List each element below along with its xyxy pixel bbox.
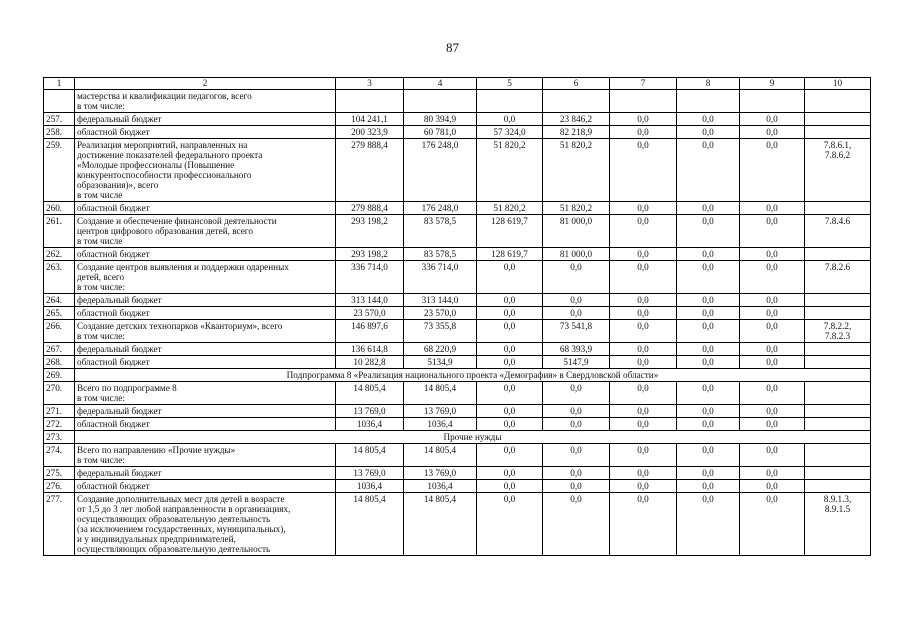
row-number: 266. xyxy=(44,320,75,343)
amount-cell: 0,0 xyxy=(543,382,610,405)
amount-cell: 0,0 xyxy=(610,261,677,294)
amount-cell: 0,0 xyxy=(740,202,805,215)
amount-cell: 5147,9 xyxy=(543,356,610,369)
page-number: 87 xyxy=(446,40,459,55)
amount-cell: 0,0 xyxy=(610,493,677,556)
amount-cell: 0,0 xyxy=(677,294,740,307)
amount-cell: 0,0 xyxy=(677,405,740,418)
amount-cell: 0,0 xyxy=(477,356,543,369)
section-heading: Прочие нужды xyxy=(75,431,871,444)
amount-cell: 0,0 xyxy=(477,343,543,356)
target-indicator-cell xyxy=(805,444,871,467)
row-number: 267. xyxy=(44,343,75,356)
amount-cell: 0,0 xyxy=(543,444,610,467)
amount-cell: 128 619,7 xyxy=(477,248,543,261)
amount-cell: 0,0 xyxy=(740,343,805,356)
description-line: «Молодые профессионалы (Повышение xyxy=(77,160,235,170)
target-indicator-cell xyxy=(805,215,871,248)
description-line: областной бюджет xyxy=(77,481,150,491)
amount-cell: 0,0 xyxy=(740,113,805,126)
amount-cell: 293 198,2 xyxy=(336,215,404,248)
description-line: в том числе xyxy=(77,236,123,246)
row-description xyxy=(75,261,336,294)
table-row xyxy=(44,356,871,369)
section-heading: Подпрограмма 8 «Реализация национального проекта «Демография» в Свердловской области» xyxy=(75,369,871,382)
row-number: 260. xyxy=(44,202,75,215)
amount-cell xyxy=(477,90,543,113)
description-line: Создание и обеспечение финансовой деятельности xyxy=(77,216,277,226)
row-description xyxy=(75,90,336,113)
amount-cell: 279 888,4 xyxy=(336,139,404,202)
row-description xyxy=(75,202,336,215)
amount-cell: 0,0 xyxy=(677,343,740,356)
amount-cell: 0,0 xyxy=(677,320,740,343)
row-number: 259. xyxy=(44,139,75,202)
amount-cell: 0,0 xyxy=(740,126,805,139)
description-line: и у индивидуальных предпринимателей, xyxy=(77,534,236,544)
target-indicator: 8.9.1.3, xyxy=(823,494,852,504)
table-row xyxy=(44,261,871,294)
amount-cell: 0,0 xyxy=(740,248,805,261)
amount-cell: 0,0 xyxy=(477,113,543,126)
description-line: в том числе: xyxy=(77,101,125,111)
target-indicator: 7.8.2.3 xyxy=(824,331,851,341)
amount-cell: 0,0 xyxy=(610,139,677,202)
description-line: Всего по направлению «Прочие нужды» xyxy=(77,445,236,455)
amount-cell: 0,0 xyxy=(543,405,610,418)
row-number: 276. xyxy=(44,480,75,493)
amount-cell: 0,0 xyxy=(677,202,740,215)
table-row xyxy=(44,431,871,444)
amount-cell: 0,0 xyxy=(477,444,543,467)
budget-table xyxy=(43,77,871,556)
target-indicator-cell xyxy=(805,126,871,139)
amount-cell xyxy=(610,90,677,113)
table-row xyxy=(44,202,871,215)
table-body xyxy=(44,90,871,556)
amount-cell: 10 282,8 xyxy=(336,356,404,369)
amount-cell: 0,0 xyxy=(610,382,677,405)
target-indicator: 7.8.6.2 xyxy=(824,150,851,160)
amount-cell: 0,0 xyxy=(610,356,677,369)
description-line: Реализация мероприятий, направленных на xyxy=(77,140,248,150)
amount-cell: 0,0 xyxy=(677,126,740,139)
description-line: в том числе: xyxy=(77,455,125,465)
description-line: в том числе: xyxy=(77,393,125,403)
row-number: 268. xyxy=(44,356,75,369)
amount-cell: 1036,4 xyxy=(404,480,477,493)
amount-cell xyxy=(677,90,740,113)
row-number: 274. xyxy=(44,444,75,467)
amount-cell: 51 820,2 xyxy=(477,139,543,202)
description-line: образования)», всего xyxy=(77,180,159,190)
target-indicator-cell xyxy=(805,356,871,369)
row-description xyxy=(75,493,336,556)
amount-cell: 0,0 xyxy=(740,480,805,493)
amount-cell: 68 220,9 xyxy=(404,343,477,356)
row-number: 273. xyxy=(44,431,75,444)
amount-cell: 14 805,4 xyxy=(404,493,477,556)
row-number: 270. xyxy=(44,382,75,405)
row-description xyxy=(75,294,336,307)
row-number: 257. xyxy=(44,113,75,126)
amount-cell: 23 846,2 xyxy=(543,113,610,126)
table-row xyxy=(44,320,871,343)
target-indicator-cell xyxy=(805,139,871,202)
amount-cell: 51 820,2 xyxy=(477,202,543,215)
amount-cell: 0,0 xyxy=(477,320,543,343)
amount-cell xyxy=(740,90,805,113)
header-row xyxy=(44,78,871,90)
table-row xyxy=(44,405,871,418)
description-line: Создание центров выявления и поддержки одаренных xyxy=(77,262,289,272)
table-row xyxy=(44,369,871,382)
table-row xyxy=(44,493,871,556)
row-number xyxy=(44,90,75,113)
amount-cell: 0,0 xyxy=(740,467,805,480)
target-indicator: 7.8.4.6 xyxy=(824,216,851,226)
description-line: центров цифрового образования детей, всего xyxy=(77,226,253,236)
amount-cell: 0,0 xyxy=(610,126,677,139)
column-header: 4 xyxy=(404,78,477,90)
amount-cell: 0,0 xyxy=(610,307,677,320)
description-line: федеральный бюджет xyxy=(77,295,162,305)
row-number: 269. xyxy=(44,369,75,382)
description-line: конкурентоспособности профессионального xyxy=(77,170,252,180)
amount-cell: 13 769,0 xyxy=(336,467,404,480)
description-line: федеральный бюджет xyxy=(77,114,162,124)
amount-cell: 0,0 xyxy=(477,467,543,480)
target-indicator-cell xyxy=(805,113,871,126)
description-line: в том числе: xyxy=(77,282,125,292)
row-number: 258. xyxy=(44,126,75,139)
target-indicator-cell xyxy=(805,493,871,556)
target-indicator-cell xyxy=(805,90,871,113)
description-line: федеральный бюджет xyxy=(77,344,162,354)
amount-cell: 5134,9 xyxy=(404,356,477,369)
target-indicator-cell xyxy=(805,467,871,480)
description-line: осуществляющих образовательную деятельность xyxy=(77,514,271,524)
amount-cell: 0,0 xyxy=(543,307,610,320)
description-line: федеральный бюджет xyxy=(77,468,162,478)
row-description xyxy=(75,248,336,261)
description-line: достижение показателей федерального проекта xyxy=(77,150,263,160)
amount-cell: 0,0 xyxy=(610,294,677,307)
amount-cell: 0,0 xyxy=(610,418,677,431)
amount-cell: 83 578,5 xyxy=(404,248,477,261)
amount-cell: 0,0 xyxy=(677,261,740,294)
amount-cell: 0,0 xyxy=(543,294,610,307)
amount-cell: 0,0 xyxy=(477,261,543,294)
amount-cell xyxy=(404,90,477,113)
row-description xyxy=(75,480,336,493)
amount-cell: 0,0 xyxy=(677,356,740,369)
amount-cell: 0,0 xyxy=(740,320,805,343)
amount-cell: 0,0 xyxy=(740,418,805,431)
target-indicator-cell xyxy=(805,382,871,405)
table-row xyxy=(44,294,871,307)
amount-cell: 313 144,0 xyxy=(336,294,404,307)
amount-cell: 81 000,0 xyxy=(543,248,610,261)
description-line: Всего по подпрограмме 8 xyxy=(77,383,177,393)
target-indicator: 7.8.6.1, xyxy=(823,140,852,150)
amount-cell: 1036,4 xyxy=(404,418,477,431)
row-description xyxy=(75,382,336,405)
column-header: 3 xyxy=(336,78,404,90)
row-number: 263. xyxy=(44,261,75,294)
amount-cell: 0,0 xyxy=(677,418,740,431)
amount-cell: 23 570,0 xyxy=(336,307,404,320)
target-indicator: 7.8.2.6 xyxy=(824,262,851,272)
target-indicator-cell xyxy=(805,418,871,431)
description-line: (за исключением государственных, муниципальных), xyxy=(77,524,286,534)
amount-cell: 13 769,0 xyxy=(336,405,404,418)
table-row xyxy=(44,139,871,202)
amount-cell: 0,0 xyxy=(740,405,805,418)
amount-cell: 0,0 xyxy=(740,382,805,405)
target-indicator-cell xyxy=(805,307,871,320)
column-header: 2 xyxy=(75,78,336,90)
amount-cell: 0,0 xyxy=(677,444,740,467)
amount-cell: 80 394,9 xyxy=(404,113,477,126)
row-description xyxy=(75,139,336,202)
amount-cell: 0,0 xyxy=(677,467,740,480)
row-description xyxy=(75,307,336,320)
target-indicator-cell xyxy=(805,294,871,307)
table-row xyxy=(44,343,871,356)
row-description xyxy=(75,113,336,126)
amount-cell: 0,0 xyxy=(677,248,740,261)
row-description xyxy=(75,126,336,139)
table-row xyxy=(44,126,871,139)
target-indicator-cell xyxy=(805,202,871,215)
description-line: областной бюджет xyxy=(77,127,150,137)
amount-cell: 14 805,4 xyxy=(336,444,404,467)
amount-cell: 82 218,9 xyxy=(543,126,610,139)
amount-cell: 0,0 xyxy=(477,418,543,431)
amount-cell: 0,0 xyxy=(610,320,677,343)
amount-cell xyxy=(336,90,404,113)
amount-cell: 13 769,0 xyxy=(404,467,477,480)
amount-cell: 0,0 xyxy=(740,356,805,369)
description-line: областной бюджет xyxy=(77,203,150,213)
amount-cell: 176 248,0 xyxy=(404,139,477,202)
row-number: 272. xyxy=(44,418,75,431)
row-number: 277. xyxy=(44,493,75,556)
amount-cell: 13 769,0 xyxy=(404,405,477,418)
amount-cell: 0,0 xyxy=(610,202,677,215)
amount-cell: 73 541,8 xyxy=(543,320,610,343)
amount-cell: 0,0 xyxy=(610,405,677,418)
amount-cell: 83 578,5 xyxy=(404,215,477,248)
amount-cell: 0,0 xyxy=(610,343,677,356)
amount-cell: 0,0 xyxy=(740,493,805,556)
target-indicator-cell xyxy=(805,261,871,294)
description-line: от 1,5 до 3 лет любой направленности в организациях, xyxy=(77,504,291,514)
amount-cell: 0,0 xyxy=(677,113,740,126)
row-number: 261. xyxy=(44,215,75,248)
table-row xyxy=(44,307,871,320)
amount-cell: 0,0 xyxy=(677,139,740,202)
column-header: 8 xyxy=(677,78,740,90)
column-header: 7 xyxy=(610,78,677,90)
description-line: детей, всего xyxy=(77,272,125,282)
amount-cell: 279 888,4 xyxy=(336,202,404,215)
amount-cell: 336 714,0 xyxy=(404,261,477,294)
amount-cell: 0,0 xyxy=(477,480,543,493)
table-row xyxy=(44,113,871,126)
amount-cell: 73 355,8 xyxy=(404,320,477,343)
amount-cell: 81 000,0 xyxy=(543,215,610,248)
amount-cell: 0,0 xyxy=(740,215,805,248)
table-row xyxy=(44,382,871,405)
amount-cell: 1036,4 xyxy=(336,480,404,493)
row-description xyxy=(75,467,336,480)
row-description xyxy=(75,215,336,248)
amount-cell: 0,0 xyxy=(543,261,610,294)
amount-cell: 293 198,2 xyxy=(336,248,404,261)
description-line: Создание дополнительных мест для детей в возрасте xyxy=(77,494,285,504)
column-header: 1 xyxy=(44,78,75,90)
amount-cell: 0,0 xyxy=(477,405,543,418)
amount-cell: 0,0 xyxy=(610,467,677,480)
amount-cell: 14 805,4 xyxy=(404,382,477,405)
table-row xyxy=(44,444,871,467)
amount-cell: 1036,4 xyxy=(336,418,404,431)
amount-cell: 68 393,9 xyxy=(543,343,610,356)
table-row xyxy=(44,90,871,113)
description-line: федеральный бюджет xyxy=(77,406,162,416)
row-number: 264. xyxy=(44,294,75,307)
description-line: мастерства и квалификации педагогов, всего xyxy=(77,91,252,101)
amount-cell: 0,0 xyxy=(610,248,677,261)
amount-cell: 0,0 xyxy=(543,467,610,480)
amount-cell: 23 570,0 xyxy=(404,307,477,320)
row-number: 262. xyxy=(44,248,75,261)
amount-cell: 0,0 xyxy=(477,294,543,307)
amount-cell: 14 805,4 xyxy=(336,382,404,405)
amount-cell: 0,0 xyxy=(677,307,740,320)
amount-cell: 0,0 xyxy=(677,480,740,493)
amount-cell: 0,0 xyxy=(740,294,805,307)
target-indicator: 7.8.2.2, xyxy=(823,321,852,331)
amount-cell: 0,0 xyxy=(740,261,805,294)
target-indicator-cell xyxy=(805,343,871,356)
row-description xyxy=(75,418,336,431)
description-line: осуществляющих образовательную деятельность xyxy=(77,544,271,554)
description-line: в том числе xyxy=(77,190,123,200)
amount-cell: 200 323,9 xyxy=(336,126,404,139)
amount-cell: 60 781,0 xyxy=(404,126,477,139)
amount-cell: 57 324,0 xyxy=(477,126,543,139)
amount-cell: 0,0 xyxy=(677,382,740,405)
amount-cell xyxy=(543,90,610,113)
description-line: в том числе: xyxy=(77,331,125,341)
amount-cell: 0,0 xyxy=(740,307,805,320)
row-description xyxy=(75,405,336,418)
row-description xyxy=(75,320,336,343)
amount-cell: 14 805,4 xyxy=(404,444,477,467)
table-row xyxy=(44,480,871,493)
amount-cell: 51 820,2 xyxy=(543,139,610,202)
description-line: областной бюджет xyxy=(77,419,150,429)
target-indicator-cell xyxy=(805,480,871,493)
table-row xyxy=(44,248,871,261)
amount-cell: 0,0 xyxy=(543,493,610,556)
amount-cell: 0,0 xyxy=(543,418,610,431)
amount-cell: 336 714,0 xyxy=(336,261,404,294)
amount-cell: 0,0 xyxy=(740,139,805,202)
row-number: 265. xyxy=(44,307,75,320)
amount-cell: 0,0 xyxy=(677,493,740,556)
column-header: 9 xyxy=(740,78,805,90)
amount-cell: 136 614,8 xyxy=(336,343,404,356)
table-row xyxy=(44,418,871,431)
row-description xyxy=(75,343,336,356)
column-header: 6 xyxy=(543,78,610,90)
amount-cell: 0,0 xyxy=(677,215,740,248)
row-number: 271. xyxy=(44,405,75,418)
amount-cell: 0,0 xyxy=(477,493,543,556)
amount-cell: 128 619,7 xyxy=(477,215,543,248)
amount-cell: 104 241,1 xyxy=(336,113,404,126)
amount-cell: 0,0 xyxy=(610,480,677,493)
amount-cell: 176 248,0 xyxy=(404,202,477,215)
description-line: областной бюджет xyxy=(77,308,150,318)
row-description xyxy=(75,444,336,467)
table-row xyxy=(44,215,871,248)
amount-cell: 0,0 xyxy=(740,444,805,467)
amount-cell: 146 897,6 xyxy=(336,320,404,343)
row-description xyxy=(75,356,336,369)
target-indicator-cell xyxy=(805,248,871,261)
row-number: 275. xyxy=(44,467,75,480)
amount-cell: 0,0 xyxy=(477,307,543,320)
amount-cell: 0,0 xyxy=(610,444,677,467)
column-header: 5 xyxy=(477,78,543,90)
description-line: областной бюджет xyxy=(77,249,150,259)
amount-cell: 51 820,2 xyxy=(543,202,610,215)
target-indicator-cell xyxy=(805,320,871,343)
amount-cell: 0,0 xyxy=(477,382,543,405)
amount-cell: 14 805,4 xyxy=(336,493,404,556)
column-header: 10 xyxy=(805,78,871,90)
description-line: областной бюджет xyxy=(77,357,150,367)
description-line: Создание детских технопарков «Кванториум», всего xyxy=(77,321,283,331)
target-indicator-cell xyxy=(805,405,871,418)
amount-cell: 0,0 xyxy=(610,215,677,248)
amount-cell: 313 144,0 xyxy=(404,294,477,307)
target-indicator: 8.9.1.5 xyxy=(824,504,851,514)
table-row xyxy=(44,467,871,480)
amount-cell: 0,0 xyxy=(610,113,677,126)
amount-cell: 0,0 xyxy=(543,480,610,493)
